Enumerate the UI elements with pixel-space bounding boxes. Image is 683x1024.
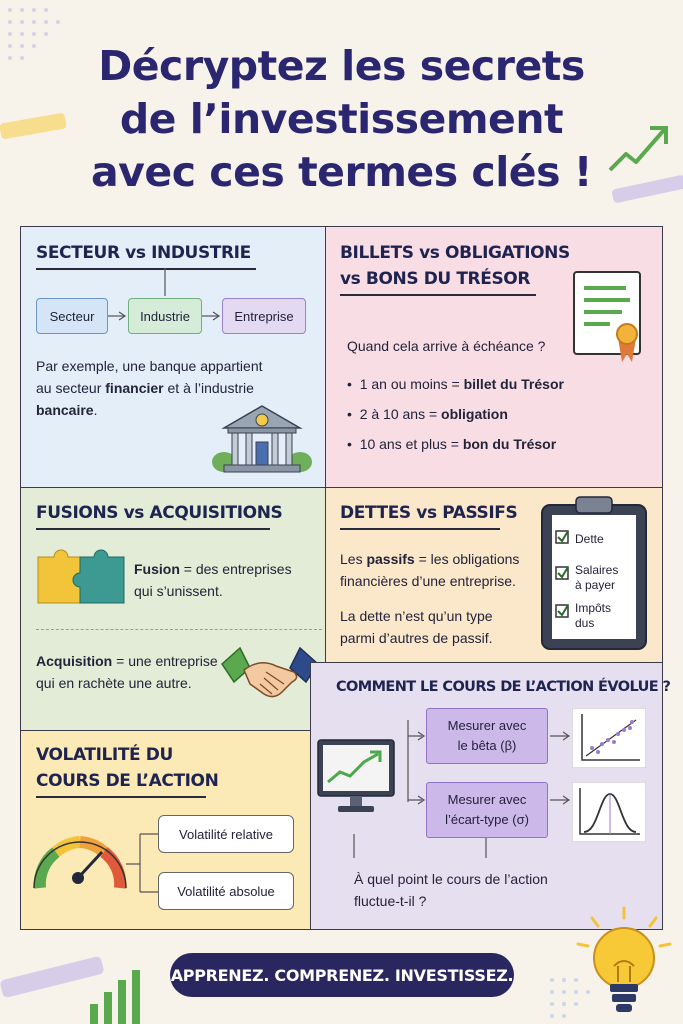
- measure-ecart-type: Mesurer avec l’écart-type (σ): [426, 782, 548, 838]
- heading-volatilite: VOLATILITÉ DU COURS DE L’ACTION: [36, 745, 219, 791]
- checklist-item-impots: Impôts dus: [575, 601, 612, 630]
- secteur-example: Par exemple, une banque appartient au secteur financier et à l’industrie bancaire.: [36, 358, 263, 418]
- scatter-plot-icon: [572, 708, 646, 768]
- fusion-definition: Fusion = des entreprises qui s’unissent.: [134, 561, 292, 599]
- volatilite-absolue: Volatilité absolue: [158, 872, 294, 910]
- bell-curve-icon: [572, 782, 646, 842]
- flow-secteur: Secteur: [36, 298, 108, 334]
- volatilite-relative: Volatilité relative: [158, 815, 294, 853]
- gauge-icon: [32, 822, 128, 894]
- heading-underline: [36, 528, 270, 530]
- flow-entreprise: Entreprise: [222, 298, 306, 334]
- heading-cours: COMMENT LE COURS DE L’ACTION ÉVOLUE ?: [336, 679, 671, 695]
- puzzle-icon: [36, 549, 128, 607]
- dashed-divider: [36, 629, 322, 630]
- billets-question: Quand cela arrive à échéance ?: [347, 338, 546, 354]
- footer-banner: APPRENEZ. COMPRENEZ. INVESTISSEZ.: [170, 953, 514, 997]
- bank-icon: [208, 402, 316, 476]
- measure-beta: Mesurer avec le bêta (β): [426, 708, 548, 764]
- heading-billets: BILLETS vs OBLIGATIONS vs BONS DU TRÉSOR: [340, 243, 570, 289]
- acquisition-definition: Acquisition = une entreprise qui en rachète une autre.: [36, 653, 218, 691]
- heading-fusions: FUSIONS vs ACQUISITIONS: [36, 503, 283, 523]
- checklist-item-dette: Dette: [575, 532, 604, 546]
- heading-underline: [340, 528, 500, 530]
- checklist-item-salaires: Salaires à payer: [575, 563, 619, 592]
- dettes-definition: Les passifs = les obligations financières d’une entreprise.: [340, 551, 520, 589]
- bar-chart-icon: [86, 968, 146, 1024]
- heading-underline: [36, 796, 206, 798]
- flow-industrie: Industrie: [128, 298, 202, 334]
- heading-underline: [340, 294, 536, 296]
- dettes-note: La dette n’est qu’un type parmi d’autres de passif.: [340, 608, 493, 646]
- cours-question: À quel point le cours de l’action fluctue-t-il ?: [354, 871, 548, 909]
- handshake-icon: [220, 642, 320, 704]
- certificate-icon: [572, 270, 646, 366]
- billets-list: • 1 an ou moins = billet du Trésor • 2 à 10 ans = obligation • 10 ans et plus = bon du Trésor: [347, 376, 564, 452]
- lightbulb-icon: [572, 904, 676, 1022]
- page-title: Décryptez les secrets de l’investissement avec ces termes clés !: [91, 42, 592, 196]
- heading-secteur-industrie: SECTEUR vs INDUSTRIE: [36, 243, 251, 263]
- heading-dettes: DETTES vs PASSIFS: [340, 503, 518, 523]
